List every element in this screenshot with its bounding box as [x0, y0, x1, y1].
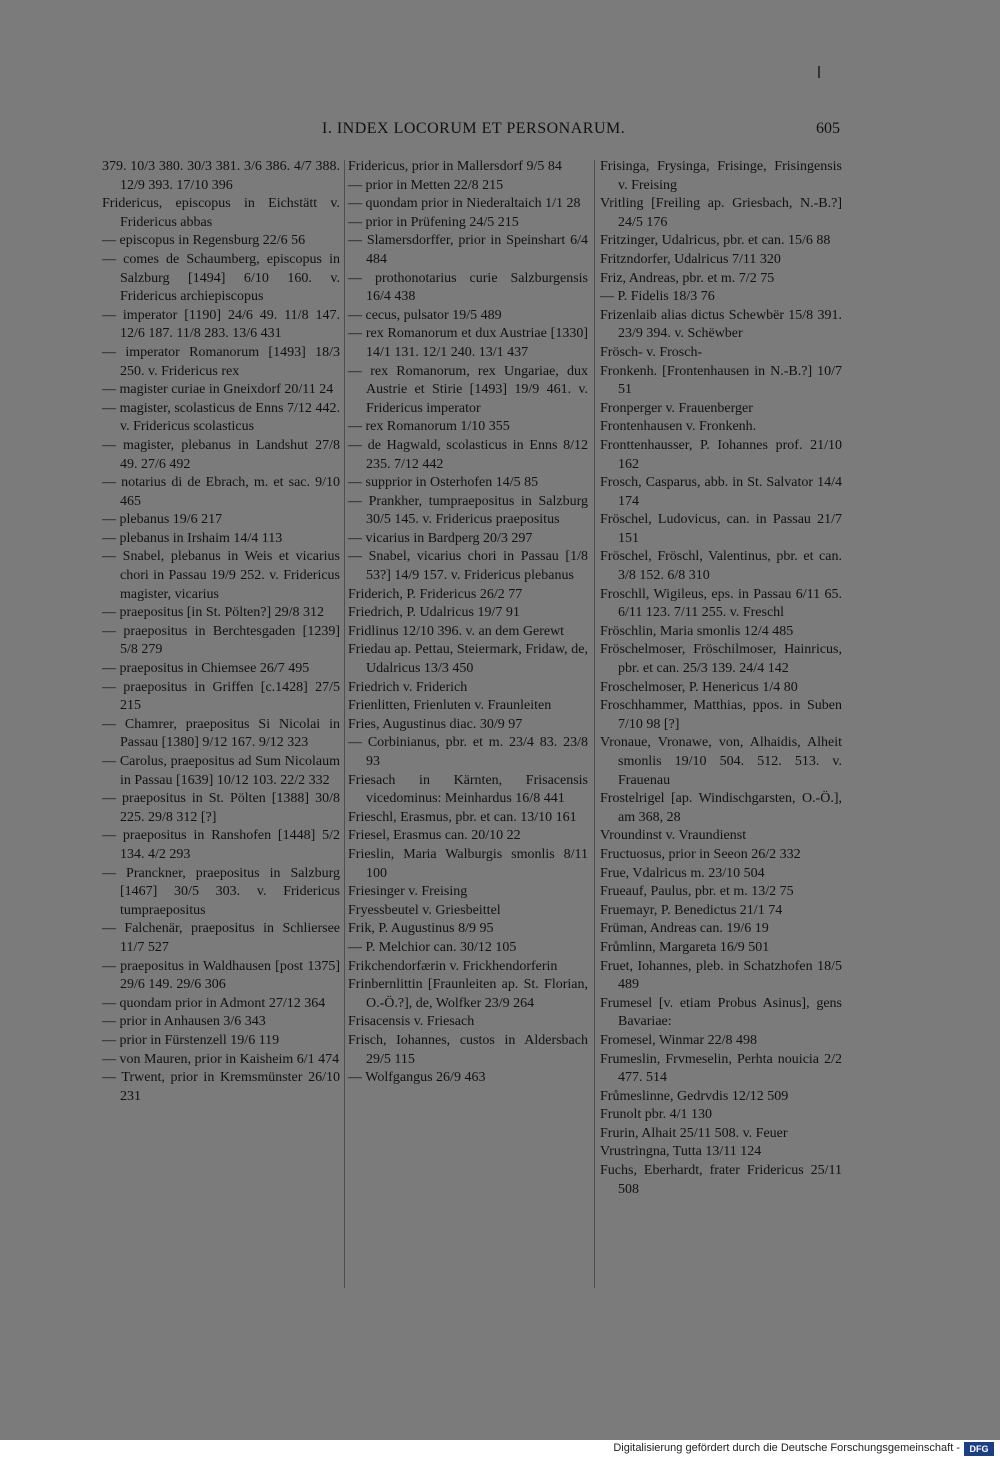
index-entry: Frůmlinn, Margareta 16/9 501: [600, 939, 770, 955]
index-entry: — prior in Prüfening 24/5 215: [348, 214, 519, 230]
index-entry: — imperator Romanorum [1493] 18/3 250. v. Fridericus rex: [102, 344, 340, 379]
footer-bar: [0, 1440, 1000, 1459]
index-entry: Frinbernlittin [Fraunleiten ap. St. Florian, O.-Ö.?], de, Wolfker 23/9 264: [348, 977, 588, 1011]
index-entry: Frumeslin, Frvmeselin, Perhta nouicia 2/2 477. 514: [600, 1051, 842, 1086]
index-entry: — Trwent, prior in Kremsmünster 26/10 231: [102, 1070, 340, 1104]
index-entry: — praepositus in Waldhausen [post 1375] 29/6 149. 29/6 306: [102, 958, 340, 993]
index-entry: — Wolfgangus 26/9 463: [348, 1070, 486, 1086]
index-entry: — magister, scolasticus de Enns 7/12 442. v. Fridericus scolasticus: [102, 400, 340, 435]
index-entry: Frůmeslinne, Gedrvdis 12/12 509: [600, 1088, 789, 1104]
index-entry: Fridericus, prior in Mallersdorf 9/5 84: [348, 159, 562, 174]
index-entry: Fridericus, episcopus in Eichstätt v. Fridericus abbas: [102, 196, 340, 230]
index-entry: — Chamrer, praepositus Si Nicolai in Passau [1380] 9/12 167. 9/12 323: [102, 716, 340, 751]
index-entry: Fritzinger, Udalricus, pbr. et can. 15/6 88: [600, 233, 831, 249]
index-entry: — rex Romanorum, rex Ungariae, dux Austrie et Stirie [1493] 19/9 461. v. Fridericus imperator: [348, 363, 588, 416]
index-entry: Frösch- v. Frosch-: [600, 344, 703, 360]
index-entry: — supprior in Osterhofen 14/5 85: [348, 475, 539, 491]
index-entry: — Snabel, vicarius chori in Passau [1/8 53?] 14/9 157. v. Fridericus plebanus: [348, 549, 588, 584]
index-entry: Fridlinus 12/10 396. v. an dem Gerewt: [348, 623, 565, 639]
running-header: I. INDEX LOCORUM ET PERSONARUM.: [322, 120, 626, 137]
index-entry: Fryessbeutel v. Griesbeittel: [348, 902, 501, 918]
index-entry: Früman, Andreas can. 19/6 19: [600, 921, 769, 937]
index-entry: — plebanus 19/6 217: [102, 512, 223, 528]
index-entry: — de Hagwald, scolasticus in Enns 8/12 235. 7/12 442: [348, 437, 588, 472]
index-entry: — prior in Metten 22/8 215: [348, 177, 504, 193]
index-entry: Friesel, Erasmus can. 20/10 22: [348, 828, 521, 844]
index-entry: Froschelmoser, P. Henericus 1/4 80: [600, 679, 798, 695]
index-entry: Vrustringna, Tutta 13/11 124: [600, 1144, 762, 1160]
index-entry: Fritzndorfer, Udalricus 7/11 320: [600, 251, 781, 267]
index-entry: Fruemayr, P. Benedictus 21/1 74: [600, 902, 783, 918]
index-entry: Friedrich v. Friderich: [348, 679, 468, 695]
index-entry: Fromesel, Winmar 22/8 498: [600, 1032, 758, 1048]
index-entry: Vroundinst v. Vraundienst: [600, 828, 747, 844]
index-entry: — praepositus in Berchtesgaden [1239] 5/8 279: [102, 623, 340, 658]
index-entry: Frisacensis v. Friesach: [348, 1014, 475, 1030]
index-entry: — prior in Fürstenzell 19/6 119: [102, 1032, 280, 1048]
index-entry: — magister, plebanus in Landshut 27/8 49. 27/6 492: [102, 437, 340, 472]
scan-mark: [818, 66, 820, 78]
funding-credit: Digitalisierung gefördert durch die Deutsche Forschungsgemeinschaft -: [613, 1442, 960, 1454]
index-entry: Frumesel [v. etiam Probus Asinus], gens Bavariae:: [600, 995, 842, 1030]
index-entry: — von Mauren, prior in Kaisheim 6/1 474: [102, 1051, 340, 1067]
index-entry: Frunolt pbr. 4/1 130: [600, 1107, 713, 1123]
index-entry: Fronttenhausser, P. Iohannes prof. 21/10 162: [600, 437, 842, 472]
index-entry: Fröschel, Fröschl, Valentinus, pbr. et can. 3/8 152. 6/8 310: [600, 549, 842, 584]
index-entry: Frikchendorfærin v. Frickhendorferin: [348, 958, 558, 974]
index-column-3: [600, 158, 842, 1199]
index-entry: Fröschel, Ludovicus, can. in Passau 21/7 151: [600, 512, 842, 546]
index-entry: — praepositus in Ranshofen [1448] 5/2 134. 4/2 293: [102, 828, 340, 862]
index-entry: — rex Romanorum 1/10 355: [348, 419, 510, 435]
index-entry: Frienlitten, Frienluten v. Fraunleiten: [348, 698, 552, 714]
index-entry: — rex Romanorum et dux Austriae [1330] 14/1 131. 12/1 240. 13/1 437: [348, 326, 588, 360]
index-entry: Frueauf, Paulus, pbr. et m. 13/2 75: [600, 884, 794, 900]
index-entry: Frik, P. Augustinus 8/9 95: [348, 921, 494, 937]
index-entry: Frosch, Casparus, abb. in St. Salvator 14/4 174: [600, 475, 842, 509]
index-entry: — Carolus, praepositus ad Sum Nicolaum in Passau [1639] 10/12 103. 22/2 332: [102, 754, 340, 788]
index-entry: — Prankher, tumpraepositus in Salzburg 30/5 145. v. Fridericus praepositus: [348, 493, 588, 528]
index-entry: — cecus, pulsator 19/5 489: [348, 307, 502, 323]
index-entry: Frontenhausen v. Fronkenh.: [600, 419, 757, 435]
index-entry: — comes de Schaumberg, episcopus in Salzburg [1494] 6/10 160. v. Fridericus archiepiscopus: [102, 251, 340, 305]
index-entry: Frisinga, Frysinga, Frisinge, Frisingensis v. Freising: [600, 159, 842, 193]
index-entry: — prothonotarius curie Salzburgensis 16/4 438: [348, 270, 588, 305]
index-entry: Fronperger v. Frauenberger: [600, 400, 753, 416]
index-entry: Fries, Augustinus diac. 30/9 97: [348, 716, 523, 732]
index-entry: — Slamersdorffer, prior in Speinshart 6/4 484: [348, 233, 588, 267]
index-entry: Frieslin, Maria Walburgis smonlis 8/11 100: [348, 846, 588, 881]
index-entry: Fruet, Iohannes, pleb. in Schatzhofen 18/5 489: [600, 958, 842, 993]
index-entry: Frisch, Iohannes, custos in Aldersbach 29/5 115: [348, 1032, 588, 1067]
index-entry: — magister curiae in Gneixdorf 20/11 24: [102, 382, 334, 398]
index-entry: Frostelrigel [ap. Windischgarsten, O.-Ö.], am 368, 28: [600, 791, 842, 825]
index-entry: — imperator [1190] 24/6 49. 11/8 147. 12/6 187. 11/8 283. 13/6 431: [102, 307, 340, 342]
index-entry: — episcopus in Regensburg 22/6 56: [102, 233, 306, 249]
index-entry: — praepositus in Griffen [c.1428] 27/5 215: [102, 679, 340, 714]
index-entry: Friedau ap. Pettau, Steiermark, Fridaw, de, Udalricus 13/3 450: [348, 642, 588, 677]
index-entry: Friz, Andreas, pbr. et m. 7/2 75: [600, 270, 775, 286]
column-divider: [594, 160, 595, 1288]
index-entry: Fröschelmoser, Fröschilmoser, Hainricus, pbr. et can. 25/3 139. 24/4 142: [600, 642, 842, 677]
index-entry: Friedrich, P. Udalricus 19/7 91: [348, 605, 520, 621]
index-entry: Fröschlin, Maria smonlis 12/4 485: [600, 623, 794, 639]
index-entry: — praepositus in Chiemsee 26/7 495: [102, 661, 310, 677]
index-entry: — vicarius in Bardperg 20/3 297: [348, 530, 533, 546]
index-entry: — prior in Anhausen 3/6 343: [102, 1014, 266, 1030]
index-entry: Fronkenh. [Frontenhausen in N.-B.?] 10/7 51: [600, 363, 842, 398]
index-entry: Fructuosus, prior in Seeon 26/2 332: [600, 846, 801, 862]
index-entry: Friesinger v. Freising: [348, 884, 468, 900]
index-entry: Froschll, Wigileus, eps. in Passau 6/11 65. 6/11 123. 7/11 255. v. Freschl: [600, 586, 842, 621]
index-entry: Friderich, P. Fridericus 26/2 77: [348, 586, 523, 602]
index-entry: Vronaue, Vronawe, von, Alhaidis, Alheit smonlis 19/10 504. 512. 513. v. Frauenau: [600, 735, 842, 788]
index-entry: — plebanus in Irshaim 14/4 113: [102, 530, 283, 546]
index-entry: Frizenlaib alias dictus Schewbër 15/8 391. 23/9 394. v. Schëwber: [600, 307, 842, 342]
column-divider: [344, 160, 345, 1288]
index-entry: Frieschl, Erasmus, pbr. et can. 13/10 161: [348, 809, 577, 825]
index-column-2: [348, 158, 588, 1088]
index-entry: — Pranckner, praepositus in Salzburg [1467] 30/5 303. v. Fridericus tumpraepositus: [102, 865, 340, 918]
index-entry: — P. Fidelis 18/3 76: [600, 289, 715, 305]
index-entry: Friesach in Kärnten, Frisacensis vicedominus: Meinhardus 16/8 441: [348, 772, 588, 807]
index-entry: — praepositus [in St. Pölten?] 29/8 312: [102, 605, 325, 621]
index-entry: Froschhammer, Matthias, ppos. in Suben 7/10 98 [?]: [600, 698, 842, 732]
index-entry: 379. 10/3 380. 30/3 381. 3/6 386. 4/7 388. 12/9 393. 17/10 396: [102, 159, 340, 193]
index-entry: Fuchs, Eberhardt, frater Fridericus 25/11 508: [600, 1163, 842, 1197]
index-entry: — quondam prior in Niederaltaich 1/1 28: [348, 196, 581, 212]
index-entry: Frurin, Alhait 25/11 508. v. Feuer: [600, 1125, 788, 1141]
index-entry: — quondam prior in Admont 27/12 364: [102, 995, 326, 1011]
index-entry: — praepositus in St. Pölten [1388] 30/8 225. 29/8 312 [?]: [102, 791, 340, 825]
index-column-1: [102, 158, 340, 1106]
dfg-logo: DFG: [964, 1442, 994, 1456]
index-entry: Frue, Vdalricus m. 23/10 504: [600, 865, 765, 881]
index-entry: — Snabel, plebanus in Weis et vicarius chori in Passau 19/9 252. v. Fridericus magister, vicarius: [102, 549, 340, 602]
index-entry: Vritling [Freiling ap. Griesbach, N.-B.?] 24/5 176: [600, 196, 842, 230]
index-entry: — Corbinianus, pbr. et m. 23/4 83. 23/8 93: [348, 735, 588, 769]
index-entry: — P. Melchior can. 30/12 105: [348, 939, 517, 955]
index-entry: — notarius di de Ebrach, m. et sac. 9/10 465: [102, 475, 340, 509]
page-number: 605: [816, 120, 840, 137]
index-entry: — Falchenär, praepositus in Schliersee 11/7 527: [102, 921, 340, 955]
